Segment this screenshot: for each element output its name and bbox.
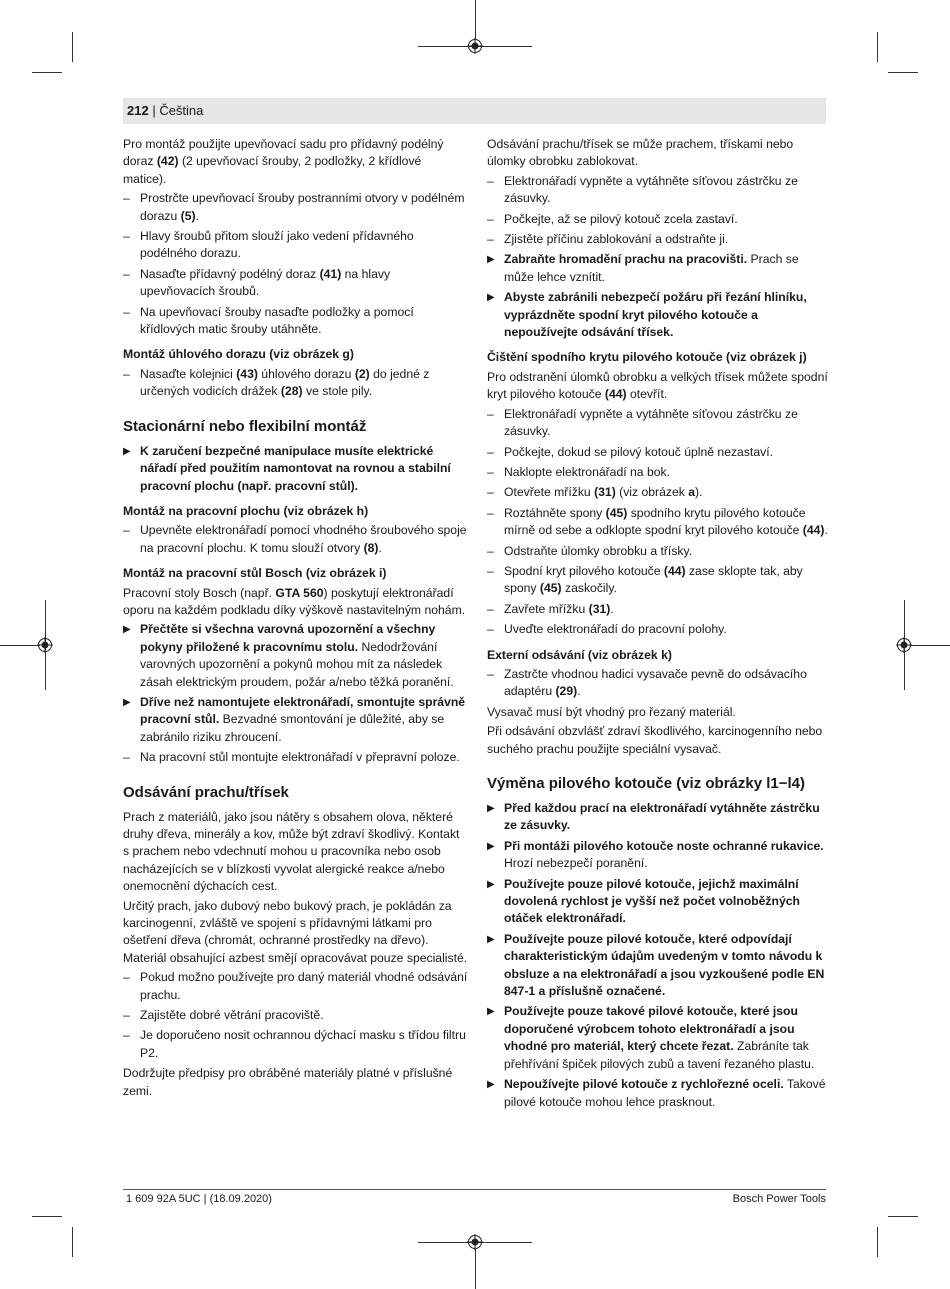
list-item: – Nasaďte kolejnici (43) úhlového dorazu (2) do jedné z určených vodicích drážek (28) ve stole pily. xyxy=(123,366,468,401)
crop-mark xyxy=(475,1249,476,1289)
list-item: – Na pracovní stůl montujte elektronářadí v přepravní poloze. xyxy=(123,749,468,766)
warning-item: ▶ Při montáži pilového kotouče noste ochranné rukavice. Hrozí nebezpečí poranění. xyxy=(487,838,829,873)
warning-item: ▶ Přečtěte si všechna varovná upozornění a všechny pokyny přiložené k pracovnímu stolu. Nedodržování varovných upozornění a pokynů mohou mít za následek zásah elektrickým proudem, požár a/nebo těžká poranění. xyxy=(123,621,468,691)
right-column xyxy=(487,136,829,1114)
list-item: – Nasaďte přídavný podélný doraz (41) na hlavy upevňovacích šroubů. xyxy=(123,266,468,301)
list-item: – Je doporučeno nosit ochrannou dýchací masku s třídou filtru P2. xyxy=(123,1027,468,1062)
list-item: – Počkejte, dokud se pilový kotouč úplně nezastaví. xyxy=(487,444,829,461)
paragraph: Pro montáž použijte upevňovací sadu pro přídavný podélný doraz (42) (2 upevňovací šrouby, 2 podložky, 2 křídlové matice). xyxy=(123,137,444,186)
list-item: – Otevřete mřížku (31) (viz obrázek a). xyxy=(487,484,829,501)
list-item: – Počkejte, až se pilový kotouč zcela zastaví. xyxy=(487,211,829,228)
crop-mark xyxy=(910,645,950,646)
footer-document-id: 1 609 92A 5UC | (18.09.2020) xyxy=(126,1193,272,1205)
crop-mark xyxy=(72,1227,73,1257)
paragraph: Pracovní stoly Bosch (např. GTA 560) poskytují elektronářadí oporu na každém podkladu díky výškově nastavitelným nohám. xyxy=(123,585,466,617)
footer-brand: Bosch Power Tools xyxy=(732,1193,826,1205)
paragraph: Dodržujte předpisy pro obráběné materiály platné v příslušné zemi. xyxy=(123,1066,453,1098)
list-item: – Odstraňte úlomky obrobku a třísky. xyxy=(487,543,829,560)
list-item: – Zastrčte vhodnou hadici vysavače pevně do odsávacího adaptéru (29). xyxy=(487,666,829,701)
paragraph: Při odsávání obzvlášť zdraví škodlivého, karcinogenního nebo suchého prachu použijte speciální vysavač. xyxy=(487,724,823,756)
list-item: – Uveďte elektronářadí do pracovní polohy. xyxy=(487,621,829,638)
list-item: – Prostrčte upevňovací šrouby postranními otvory v podélném dorazu (5). xyxy=(123,190,468,225)
section-subheading: Čištění spodního krytu pilového kotouče (viz obrázek j) xyxy=(487,350,807,365)
warning-item: ▶ Zabraňte hromadění prachu na pracovišti. Prach se může lehce vznítit. xyxy=(487,251,829,286)
section-heading: Výměna pilového kotouče (viz obrázky l1−l4) xyxy=(487,775,806,792)
list-item: – Upevněte elektronářadí pomocí vhodného šroubového spoje na pracovní plochu. K tomu slouží otvory (8). xyxy=(123,522,468,557)
warning-item: ▶ K zaručení bezpečné manipulace musíte elektrické nářadí před použitím namontovat na rovnou a stabilní pracovní plochu (např. pracovní stůl). xyxy=(123,443,468,495)
paragraph: Pro odstranění úlomků obrobku a velkých třísek můžete spodní kryt pilového kotouče (44) otevřít. xyxy=(487,369,828,402)
warning-item: ▶ Používejte pouze pilové kotouče, které odpovídají charakteristickým údajům uvedeným v tomto návodu k obsluze a na elektronářadí a jsou vyzkoušené podle EN 847-1 a příslušně označené. xyxy=(487,931,829,1001)
list-item: – Zavřete mřížku (31). xyxy=(487,601,829,618)
section-subheading: Montáž na pracovní plochu (viz obrázek h) xyxy=(123,503,369,518)
list-item: – Roztáhněte spony (45) spodního krytu pilového kotouče mírně od sebe a odklopte spodní kryt pilového kotouče (44). xyxy=(487,505,829,540)
section-subheading: Montáž na pracovní stůl Bosch (viz obrázek i) xyxy=(123,566,387,581)
list-item: – Zjistěte příčinu zablokování a odstraňte ji. xyxy=(487,231,829,248)
section-subheading: Externí odsávání (viz obrázek k) xyxy=(487,647,672,662)
warning-item: ▶ Před každou prací na elektronářadí vytáhněte zástrčku ze zásuvky. xyxy=(487,800,829,835)
list-item: – Na upevňovací šrouby nasaďte podložky a pomocí křídlových matic šrouby utáhněte. xyxy=(123,304,468,339)
paragraph: Odsávání prachu/třísek se může prachem, třískami nebo úlomky obrobku zablokovat. xyxy=(487,137,794,169)
list-item: – Zajistěte dobré větrání pracoviště. xyxy=(123,1007,468,1024)
list-item: – Spodní kryt pilového kotouče (44) zase sklopte tak, aby spony (45) zaskočily. xyxy=(487,563,829,598)
warning-item: ▶ Dříve než namontujete elektronářadí, smontujte správně pracovní stůl. Bezvadné smontování je důležité, aby se zabránilo riziku zhroucení. xyxy=(123,694,468,746)
registration-mark-icon xyxy=(896,637,912,653)
crop-mark xyxy=(32,1216,62,1217)
page-language: Čeština xyxy=(159,103,204,118)
crop-mark xyxy=(32,72,62,73)
crop-mark xyxy=(72,32,73,62)
registration-mark-icon xyxy=(467,1234,483,1250)
warning-item: ▶ Nepoužívejte pilové kotouče z rychlořezné oceli. Takové pilové kotouče mohou lehce prasknout. xyxy=(487,1076,829,1111)
left-column xyxy=(123,136,468,1102)
crop-mark xyxy=(888,72,918,73)
list-item: – Pokud možno používejte pro daný materiál vhodné odsávání prachu. xyxy=(123,969,468,1004)
warning-item: ▶ Používejte pouze pilové kotouče, jejichž maximální dovolená rychlost je vyšší než počet volnoběžných otáček elektronářadí. xyxy=(487,876,829,928)
crop-mark xyxy=(877,32,878,62)
paragraph: Vysavač musí být vhodný pro řezaný materiál. xyxy=(487,704,736,719)
crop-mark xyxy=(475,0,476,40)
paragraph: Prach z materiálů, jako jsou nátěry s obsahem olova, některé druhy dřeva, minerály a kov, může být zdraví škodlivý. Kontakt s prachem nebo vdechnutí mohou u pracovníka nebo osob nacházejících se v blízkosti vyvolat alergické reakce a/nebo onemocnění dýchacích cest. xyxy=(123,809,460,894)
registration-mark-icon xyxy=(467,38,483,54)
crop-mark xyxy=(877,1227,878,1257)
list-item: – Elektronářadí vypněte a vytáhněte síťovou zástrčku ze zásuvky. xyxy=(487,406,829,441)
list-item: – Elektronářadí vypněte a vytáhněte síťovou zástrčku ze zásuvky. xyxy=(487,173,829,208)
list-item: – Naklopte elektronářadí na bok. xyxy=(487,464,829,481)
section-subheading: Montáž úhlového dorazu (viz obrázek g) xyxy=(123,347,354,362)
registration-mark-icon xyxy=(37,637,53,653)
section-heading: Stacionární nebo flexibilní montáž xyxy=(123,417,367,435)
crop-mark xyxy=(888,1216,918,1217)
warning-item: ▶ Abyste zabránili nebezpečí požáru při řezání hliníku, vyprázdněte spodní kryt pilového kotouče a nepoužívejte odsávání třísek. xyxy=(487,289,829,341)
paragraph: Určitý prach, jako dubový nebo bukový prach, je pokládán za karcinogenní, zvláště ve spojení s přídavnými látkami pro ošetření dřeva (chromát, ochranné prostředky na dřevo). Materiál obsahující azbest smějí opracovávat pouze specialisté. xyxy=(123,898,468,965)
page-header: 212 | Čeština xyxy=(127,103,204,118)
warning-item: ▶ Používejte pouze takové pilové kotouče, které jsou doporučené výrobcem tohoto elektronářadí a jsou vhodné pro materiál, který chcete řezat. Zabráníte tak přehřívání špiček pilových zubů a tavení řezaného plastu. xyxy=(487,1003,829,1073)
page-header-bar xyxy=(123,98,826,124)
footer-divider xyxy=(123,1189,826,1190)
page-number: 212 xyxy=(127,103,149,118)
section-heading: Odsávání prachu/třísek xyxy=(123,783,289,801)
crop-mark xyxy=(0,645,40,646)
list-item: – Hlavy šroubů přitom slouží jako vedení přídavného podélného dorazu. xyxy=(123,228,468,263)
